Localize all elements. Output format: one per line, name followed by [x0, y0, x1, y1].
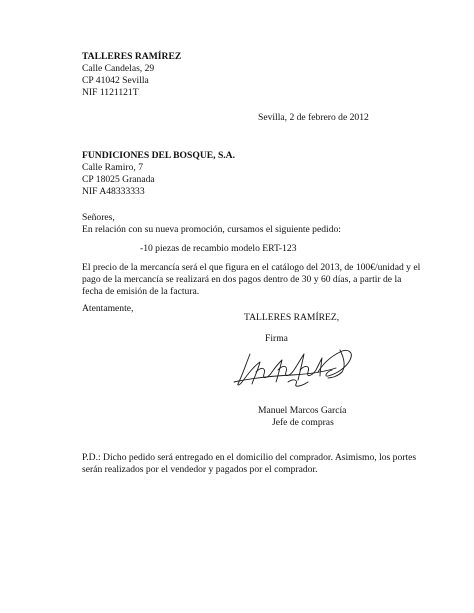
price-paragraph-line2: pago de la mercancía se realizará en dos pagos dentro de 30 y 60 días, a partir de la	[82, 274, 402, 285]
postscript-line1: P.D.: Dicho pedido será entregado en el domicilio del comprador. Asimismo, los portes	[82, 452, 417, 463]
signature-firma-label: Firma	[265, 333, 288, 344]
recipient-nif: NIF A48333333	[82, 186, 145, 197]
intro-text: En relación con su nueva promoción, cursamos el siguiente pedido:	[82, 224, 341, 235]
sender-street: Calle Candelas, 29	[82, 63, 155, 74]
recipient-postal: CP 18025 Granada	[82, 174, 155, 185]
signer-name: Manuel Marcos García	[258, 405, 347, 416]
signature-company: TALLERES RAMÍREZ,	[244, 312, 340, 323]
sender-nif: NIF 1121121T	[82, 87, 139, 98]
sender-name: TALLERES RAMÍREZ	[82, 51, 182, 62]
recipient-name: FUNDICIONES DEL BOSQUE, S.A.	[82, 150, 236, 161]
postscript-line2: serán realizados por el vendedor y pagados por el comprador.	[82, 464, 318, 475]
recipient-street: Calle Ramiro, 7	[82, 162, 144, 173]
sender-postal: CP 41042 Sevilla	[82, 75, 149, 86]
handwritten-signature	[232, 342, 356, 392]
order-item: -10 piezas de recambio modelo ERT-123	[140, 243, 297, 254]
price-paragraph-line1: El precio de la mercancía será el que figura en el catálogo del 2013, de 100€/unidad y el	[82, 262, 421, 273]
price-paragraph-line3: fecha de emisión de la factura.	[82, 286, 200, 297]
letter-date: Sevilla, 2 de febrero de 2012	[258, 112, 369, 123]
signer-title: Jefe de compras	[272, 417, 334, 428]
closing: Atentamente,	[82, 303, 134, 314]
salutation: Señores,	[82, 212, 115, 223]
